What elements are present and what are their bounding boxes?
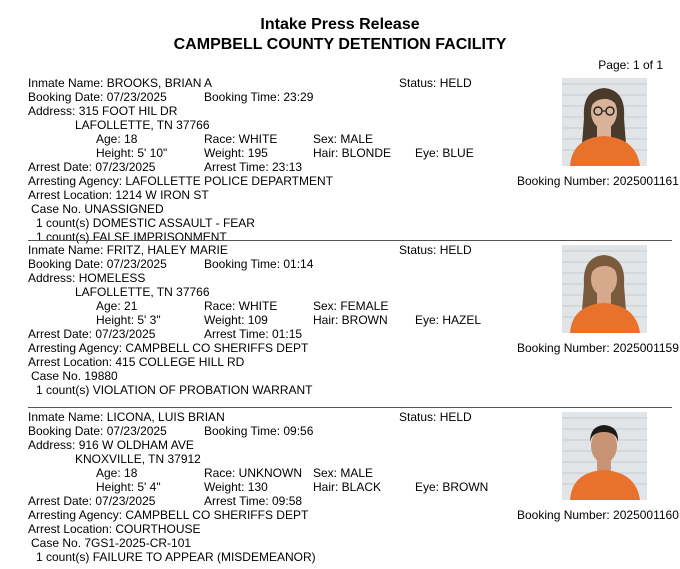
- arrest-time: Arrest Time: 23:13: [204, 160, 303, 174]
- hair-color: Hair: BLONDE: [313, 146, 392, 160]
- weight: Weight: 130: [204, 480, 268, 494]
- mugshot-photo: [562, 412, 647, 500]
- charge-line: 1 count(s) FALSE IMPRISONMENT: [36, 230, 227, 244]
- address-line-2: KNOXVILLE, TN 37912: [75, 452, 201, 466]
- eye-color: Eye: HAZEL: [415, 313, 482, 327]
- inmate-name: Inmate Name: BROOKS, BRIAN A: [28, 76, 213, 90]
- booking-number: Booking Number: 2025001159: [517, 341, 679, 355]
- charge-line: 1 count(s) VIOLATION OF PROBATION WARRANT: [36, 383, 313, 397]
- height: Height: 5' 3": [96, 313, 161, 327]
- mugshot-photo: [562, 245, 647, 333]
- arresting-agency: Arresting Agency: CAMPBELL CO SHERIFFS DEPT: [28, 341, 309, 355]
- document-title: Intake Press Release: [260, 16, 420, 33]
- address-line-2: LAFOLLETTE, TN 37766: [75, 285, 210, 299]
- height: Height: 5' 4": [96, 480, 161, 494]
- record-divider: [28, 407, 672, 408]
- hair-color: Hair: BLACK: [313, 480, 382, 494]
- record-divider: [28, 240, 672, 241]
- facility-name: CAMPBELL COUNTY DETENTION FACILITY: [173, 36, 507, 53]
- arrest-location: Arrest Location: 1214 W IRON ST: [28, 188, 209, 202]
- race: Race: WHITE: [204, 299, 278, 313]
- booking-number: Booking Number: 2025001160: [517, 508, 679, 522]
- booking-date: Booking Date: 07/23/2025: [28, 424, 167, 438]
- address-line-2: LAFOLLETTE, TN 37766: [75, 118, 210, 132]
- inmate-name: Inmate Name: LICONA, LUIS BRIAN: [28, 410, 225, 424]
- case-number: Case No. 19880: [31, 369, 118, 383]
- weight: Weight: 195: [204, 146, 268, 160]
- arrest-time: Arrest Time: 09:58: [204, 494, 303, 508]
- arrest-date: Arrest Date: 07/23/2025: [28, 160, 156, 174]
- sex: Sex: MALE: [313, 132, 374, 146]
- case-number: Case No. 7GS1-2025-CR-101: [31, 536, 192, 550]
- status: Status: HELD: [399, 76, 472, 90]
- weight: Weight: 109: [204, 313, 268, 327]
- height: Height: 5' 10": [96, 146, 168, 160]
- sex: Sex: FEMALE: [313, 299, 389, 313]
- address-line-1: Address: 916 W OLDHAM AVE: [28, 438, 194, 452]
- arrest-location: Arrest Location: COURTHOUSE: [28, 522, 201, 536]
- eye-color: Eye: BLUE: [415, 146, 474, 160]
- arrest-time: Arrest Time: 01:15: [204, 327, 303, 341]
- status: Status: HELD: [399, 410, 472, 424]
- page-number: Page: 1 of 1: [598, 58, 663, 72]
- booking-time: Booking Time: 09:56: [204, 424, 314, 438]
- sex: Sex: MALE: [313, 466, 374, 480]
- age: Age: 18: [96, 466, 138, 480]
- inmate-name: Inmate Name: FRITZ, HALEY MARIE: [28, 243, 228, 257]
- booking-date: Booking Date: 07/23/2025: [28, 90, 167, 104]
- address-line-1: Address: 315 FOOT HIL DR: [28, 104, 178, 118]
- age: Age: 18: [96, 132, 138, 146]
- arrest-date: Arrest Date: 07/23/2025: [28, 327, 156, 341]
- booking-time: Booking Time: 23:29: [204, 90, 314, 104]
- booking-time: Booking Time: 01:14: [204, 257, 314, 271]
- charge-line: 1 count(s) DOMESTIC ASSAULT - FEAR: [36, 216, 255, 230]
- eye-color: Eye: BROWN: [415, 480, 489, 494]
- arrest-date: Arrest Date: 07/23/2025: [28, 494, 156, 508]
- booking-date: Booking Date: 07/23/2025: [28, 257, 167, 271]
- race: Race: UNKNOWN: [204, 466, 303, 480]
- case-number: Case No. UNASSIGNED: [31, 202, 164, 216]
- race: Race: WHITE: [204, 132, 278, 146]
- arrest-location: Arrest Location: 415 COLLEGE HILL RD: [28, 355, 245, 369]
- booking-number: Booking Number: 2025001161: [517, 174, 679, 188]
- arresting-agency: Arresting Agency: CAMPBELL CO SHERIFFS DEPT: [28, 508, 309, 522]
- arresting-agency: Arresting Agency: LAFOLLETTE POLICE DEPARTMENT: [28, 174, 333, 188]
- hair-color: Hair: BROWN: [313, 313, 388, 327]
- address-line-1: Address: HOMELESS: [28, 271, 146, 285]
- status: Status: HELD: [399, 243, 472, 257]
- charge-line: 1 count(s) FAILURE TO APPEAR (MISDEMEANOR): [36, 550, 316, 564]
- age: Age: 21: [96, 299, 138, 313]
